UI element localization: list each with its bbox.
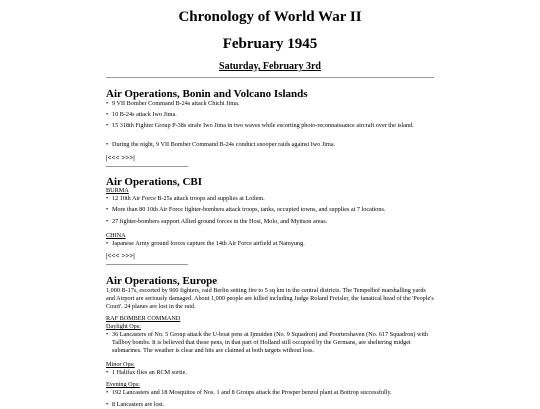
raf-label: RAF BOMBER COMMAND	[106, 315, 181, 322]
prev-link[interactable]: <	[115, 252, 120, 260]
china-label: CHINA	[106, 232, 126, 239]
last-link[interactable]: >>|	[125, 154, 135, 162]
list-item: • 192 Lancasters and 18 Mosquitos of Nos. 1 and 8 Groups attack the Prosper benzol plant at Bottrop successfully.	[112, 389, 436, 397]
first-link[interactable]: |<<	[106, 154, 116, 162]
list-item: • 36 Lancasters of No. 5 Group attack the U-boat pens at Ijmuiden (No. 9 Squadron) and Poortershaven (No. 617 Squadron) with Tallboy bombs. It is believed that these pens, in that part of Holland still occupied by the Germans, are sheltering midget submarines. The weather is clear and hits are claimed at both targets without loss.	[112, 331, 436, 355]
evening-label: Evening Ops:	[106, 381, 140, 388]
prev-link[interactable]: <	[115, 154, 120, 162]
list-item: • 10 B-24s attack Iwo Jima.	[112, 111, 436, 119]
list-item: • Japanese Army ground forces capture the 14th Air Force airfield at Namyung.	[112, 240, 436, 248]
last-link[interactable]: >>|	[125, 252, 135, 260]
list-item: • 12 10th Air Force B-25s attack troops and supplies at Loilem.	[112, 195, 436, 203]
list-item: • More than 80 10th Air Force fighter-bombers attack troops, tanks, occupied towns, and supplies at 7 locations.	[112, 206, 436, 214]
minor-label: Minor Ops:	[106, 361, 135, 368]
nav-bar	[106, 252, 135, 260]
list-item: • 9 VII Bomber Command B-24s attack Chichi Jima.	[112, 100, 436, 108]
next-link[interactable]: >	[121, 154, 126, 162]
list-item: • 27 fighter-bombers support Allied ground forces in the Hosi, Molo, and Myitson areas.	[112, 218, 436, 226]
divider	[106, 166, 188, 167]
list-item: • 15 318th Fighter Group P-38s strafe Iwo Jima in two waves while escorting photo-reconnaissance aircraft over the island.	[112, 122, 436, 130]
list-item: • During the night, 9 VII Bomber Command B-24s conduct snooper raids against Iwo Jima.	[112, 141, 436, 149]
nav-bar	[106, 154, 135, 162]
date-heading: Saturday, February 3rd	[219, 61, 321, 72]
next-link[interactable]: >	[121, 252, 126, 260]
europe-intro: 1,000 B-17s, escorted by 900 fighters, raid Berlin setting fire to 5 sq km in the central districts. The Tempelhof marshalling yards and Airport are seriously damaged. About 1,000 people are killed including Judge Roland Freisler, the fanatical head of the 'People's Court'. 24 planes are lost in the raid.	[106, 287, 434, 310]
divider	[106, 264, 188, 265]
section-title-bonin: Air Operations, Bonin and Volcano Islands	[106, 88, 308, 100]
divider	[106, 77, 434, 78]
section-title-europe: Air Operations, Europe	[106, 275, 218, 287]
first-link[interactable]: |<<	[106, 252, 116, 260]
section-title-cbi: Air Operations, CBI	[106, 176, 203, 188]
list-item: • 8 Lancasters are lost.	[112, 401, 436, 409]
month-heading: February 1945	[222, 36, 318, 52]
page-title: Chronology of World War II	[178, 9, 362, 25]
burma-label: BURMA	[106, 187, 129, 194]
list-item: • 1 Halifax flies an RCM sortie.	[112, 369, 436, 377]
daylight-label: Daylight Ops:	[106, 323, 141, 330]
